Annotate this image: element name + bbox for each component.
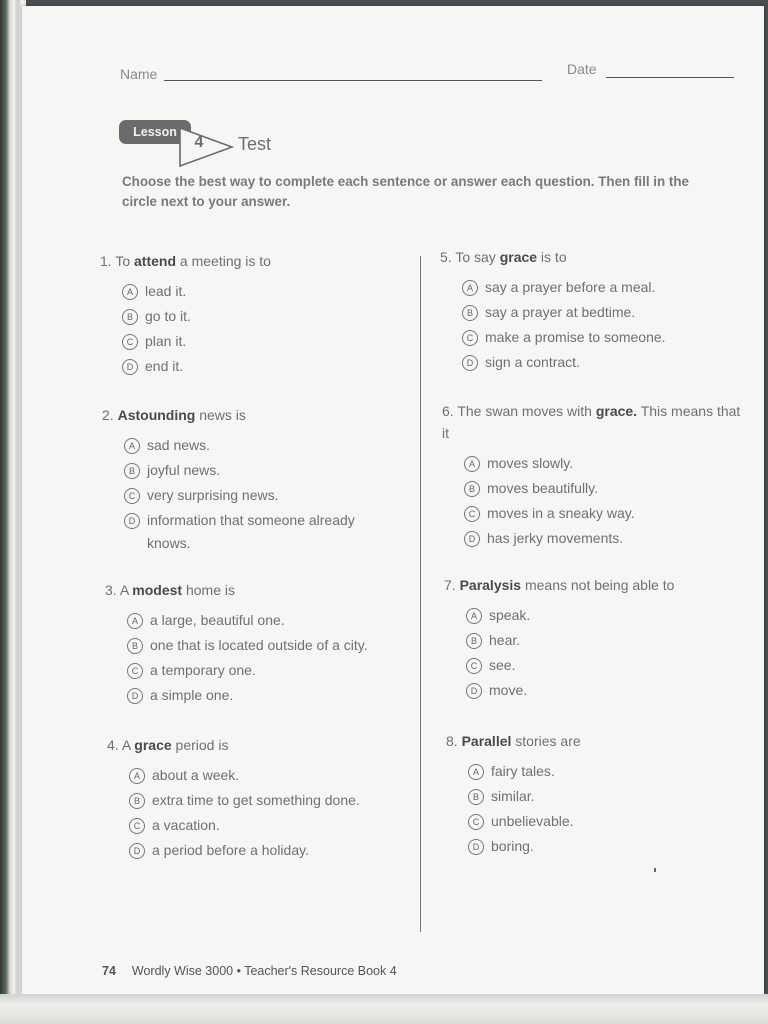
answer-bubble-icon[interactable]: B [124, 463, 140, 479]
stem-text: home is [182, 582, 235, 598]
answer-option[interactable] [107, 814, 407, 837]
question-4 [107, 734, 407, 864]
question-number: 1. [100, 253, 112, 269]
answer-option[interactable] [444, 629, 744, 652]
answer-bubble-icon[interactable]: D [129, 843, 145, 859]
option-text: end it. [145, 358, 184, 374]
answer-option[interactable] [440, 326, 740, 349]
vocab-word: modest [132, 582, 183, 598]
question-number: 2. [102, 407, 114, 423]
column-divider [420, 256, 421, 932]
answer-bubble-icon[interactable]: D [127, 688, 143, 704]
question-1 [100, 250, 400, 380]
answer-option[interactable] [442, 527, 742, 550]
option-text: moves beautifully. [487, 480, 599, 496]
question-number: 4. [107, 737, 119, 753]
question-number: 3. [105, 582, 117, 598]
question-stem [100, 250, 400, 272]
vocab-word: Parallel [461, 733, 512, 749]
stem-text: is to [537, 249, 567, 265]
question-stem [440, 246, 740, 268]
option-text: joyful news. [147, 462, 221, 478]
question-7 [444, 574, 744, 704]
option-text: information that someone already knows. [147, 512, 355, 551]
question-6 [442, 400, 742, 552]
answer-bubble-icon[interactable]: C [127, 663, 143, 679]
option-text: a period before a holiday. [152, 842, 309, 858]
question-stem [105, 579, 405, 601]
answer-bubble-icon[interactable]: B [466, 633, 482, 649]
answer-bubble-icon[interactable]: B [122, 309, 138, 325]
answer-option[interactable] [102, 459, 402, 482]
page-footer [102, 964, 397, 978]
question-stem [444, 574, 744, 596]
answer-option[interactable] [446, 760, 746, 783]
answer-bubble-icon[interactable]: C [464, 506, 480, 522]
option-text: boring. [491, 838, 534, 854]
date-label: Date [567, 61, 597, 77]
answer-option[interactable] [440, 301, 740, 324]
answer-options [440, 276, 740, 374]
answer-bubble-icon[interactable]: D [122, 359, 138, 375]
option-text: a temporary one. [150, 662, 256, 678]
vocab-word: grace. [595, 403, 638, 419]
answer-options [107, 764, 407, 862]
option-text: about a week. [152, 767, 240, 783]
answer-option[interactable] [102, 509, 402, 555]
lesson-badge: Lesson [119, 120, 191, 144]
option-text: a vacation. [152, 817, 220, 833]
book-title: Wordly Wise 3000 • Teacher's Resource Book 4 [131, 964, 397, 978]
stem-text: To say [455, 249, 500, 265]
question-stem [442, 400, 742, 444]
option-text: say a prayer before a meal. [485, 279, 656, 295]
answer-option[interactable] [102, 434, 402, 457]
option-text: a simple one. [150, 687, 234, 703]
answer-bubble-icon[interactable]: B [464, 481, 480, 497]
option-text: go to it. [145, 308, 191, 324]
answer-options [444, 604, 744, 702]
answer-bubble-icon[interactable]: A [129, 768, 145, 784]
option-text: hear. [489, 632, 521, 648]
stem-text: news is [195, 407, 246, 423]
question-number: 5. [440, 249, 452, 265]
answer-option[interactable] [444, 679, 744, 702]
answer-bubble-icon[interactable]: D [468, 839, 484, 855]
answer-option[interactable] [105, 659, 405, 682]
stem-text: means not being able to [521, 577, 675, 593]
answer-bubble-icon[interactable]: D [464, 531, 480, 547]
option-text: extra time to get something done. [152, 792, 360, 808]
answer-option[interactable] [100, 330, 400, 353]
vocab-word: Astounding [117, 407, 196, 423]
question-stem [102, 404, 402, 426]
answer-bubble-icon[interactable]: A [464, 456, 480, 472]
pencil-mark [654, 868, 656, 872]
answer-option[interactable] [442, 477, 742, 500]
answer-option[interactable] [107, 764, 407, 787]
lesson-number: 4 [194, 134, 204, 151]
worksheet-page [22, 6, 764, 994]
answer-option[interactable] [107, 789, 407, 812]
answer-option[interactable] [446, 785, 746, 808]
answer-options [102, 434, 402, 555]
answer-option[interactable] [100, 355, 400, 378]
stem-text: stories are [511, 733, 581, 749]
question-stem [107, 734, 407, 756]
question-number: 7. [444, 577, 456, 593]
option-text: one that is located outside of a city. [150, 637, 368, 653]
answer-option[interactable] [442, 502, 742, 525]
answer-bubble-icon[interactable]: A [462, 280, 478, 296]
question-number: 8. [446, 733, 458, 749]
answer-bubble-icon[interactable]: C [122, 334, 138, 350]
option-text: moves in a sneaky way. [487, 505, 635, 521]
stem-text: The swan moves with [457, 403, 596, 419]
instructions: Choose the best way to complete each sentence or answer each question. Then fill in the circle next to your answer. [122, 174, 690, 209]
answer-options [442, 452, 742, 550]
question-number: 6. [442, 403, 454, 419]
option-text: sign a contract. [485, 354, 580, 370]
answer-bubble-icon[interactable]: A [127, 613, 143, 629]
answer-option[interactable] [444, 604, 744, 627]
question-5 [440, 246, 740, 376]
page-number: 74 [102, 964, 116, 978]
answer-bubble-icon[interactable]: B [127, 638, 143, 654]
answer-bubble-icon[interactable]: A [122, 284, 138, 300]
answer-bubble-icon[interactable]: C [124, 488, 140, 504]
answer-option[interactable] [107, 839, 407, 862]
vocab-word: attend [134, 253, 177, 269]
answer-options [446, 760, 746, 858]
answer-bubble-icon[interactable]: C [462, 330, 478, 346]
answer-bubble-icon[interactable]: D [466, 683, 482, 699]
vocab-word: grace [134, 737, 172, 753]
answer-bubble-icon[interactable]: A [468, 764, 484, 780]
answer-bubble-icon[interactable]: D [462, 355, 478, 371]
answer-option[interactable] [105, 609, 405, 632]
option-text: see. [489, 657, 516, 673]
answer-bubble-icon[interactable]: B [468, 789, 484, 805]
option-text: make a promise to someone. [485, 329, 666, 345]
stem-text: period is [171, 737, 229, 753]
answer-option[interactable] [442, 452, 742, 475]
date-field-line [606, 77, 734, 78]
option-text: unbelievable. [491, 813, 574, 829]
answer-bubble-icon[interactable]: C [466, 658, 482, 674]
vocab-word: Paralysis [459, 577, 522, 593]
answer-option[interactable] [446, 835, 746, 858]
question-3 [105, 579, 405, 709]
option-text: a large, beautiful one. [150, 612, 285, 628]
option-text: very surprising news. [147, 487, 279, 503]
answer-option[interactable] [440, 351, 740, 374]
answer-bubble-icon[interactable]: C [468, 814, 484, 830]
option-text: moves slowly. [487, 455, 574, 471]
answer-bubble-icon[interactable]: C [129, 818, 145, 834]
answer-option[interactable] [102, 484, 402, 507]
option-text: has jerky movements. [487, 530, 624, 546]
name-field-line [164, 80, 542, 81]
option-text: similar. [491, 788, 535, 804]
stem-text: A [121, 737, 135, 753]
stem-text: A [119, 582, 133, 598]
answer-bubble-icon[interactable]: B [462, 305, 478, 321]
answer-option[interactable] [105, 684, 405, 707]
option-text: move. [489, 682, 528, 698]
answer-option[interactable] [444, 654, 744, 677]
stem-text: a meeting is to [176, 253, 271, 269]
option-text: speak. [489, 607, 531, 623]
option-text: sad news. [147, 437, 211, 453]
option-text: fairy tales. [491, 763, 555, 779]
option-text: plan it. [145, 333, 187, 349]
answer-bubble-icon[interactable]: D [124, 513, 140, 529]
stem-text: This means that it [442, 403, 741, 441]
answer-option[interactable] [446, 810, 746, 833]
test-title: Test [238, 134, 272, 154]
question-2 [102, 404, 402, 557]
answer-bubble-icon[interactable]: A [124, 438, 140, 454]
answer-option[interactable] [100, 305, 400, 328]
answer-bubble-icon[interactable]: A [466, 608, 482, 624]
option-text: lead it. [145, 283, 187, 299]
stem-text: To [115, 253, 135, 269]
question-8 [446, 730, 746, 860]
answer-options [100, 280, 400, 378]
answer-options [105, 609, 405, 707]
question-stem [446, 730, 746, 752]
option-text: say a prayer at bedtime. [485, 304, 636, 320]
answer-option[interactable] [100, 280, 400, 303]
answer-option[interactable] [105, 634, 405, 657]
answer-bubble-icon[interactable]: B [129, 793, 145, 809]
vocab-word: grace [499, 249, 538, 265]
answer-option[interactable] [440, 276, 740, 299]
book-bottom-edge [0, 994, 768, 1024]
name-label: Name [120, 66, 158, 82]
